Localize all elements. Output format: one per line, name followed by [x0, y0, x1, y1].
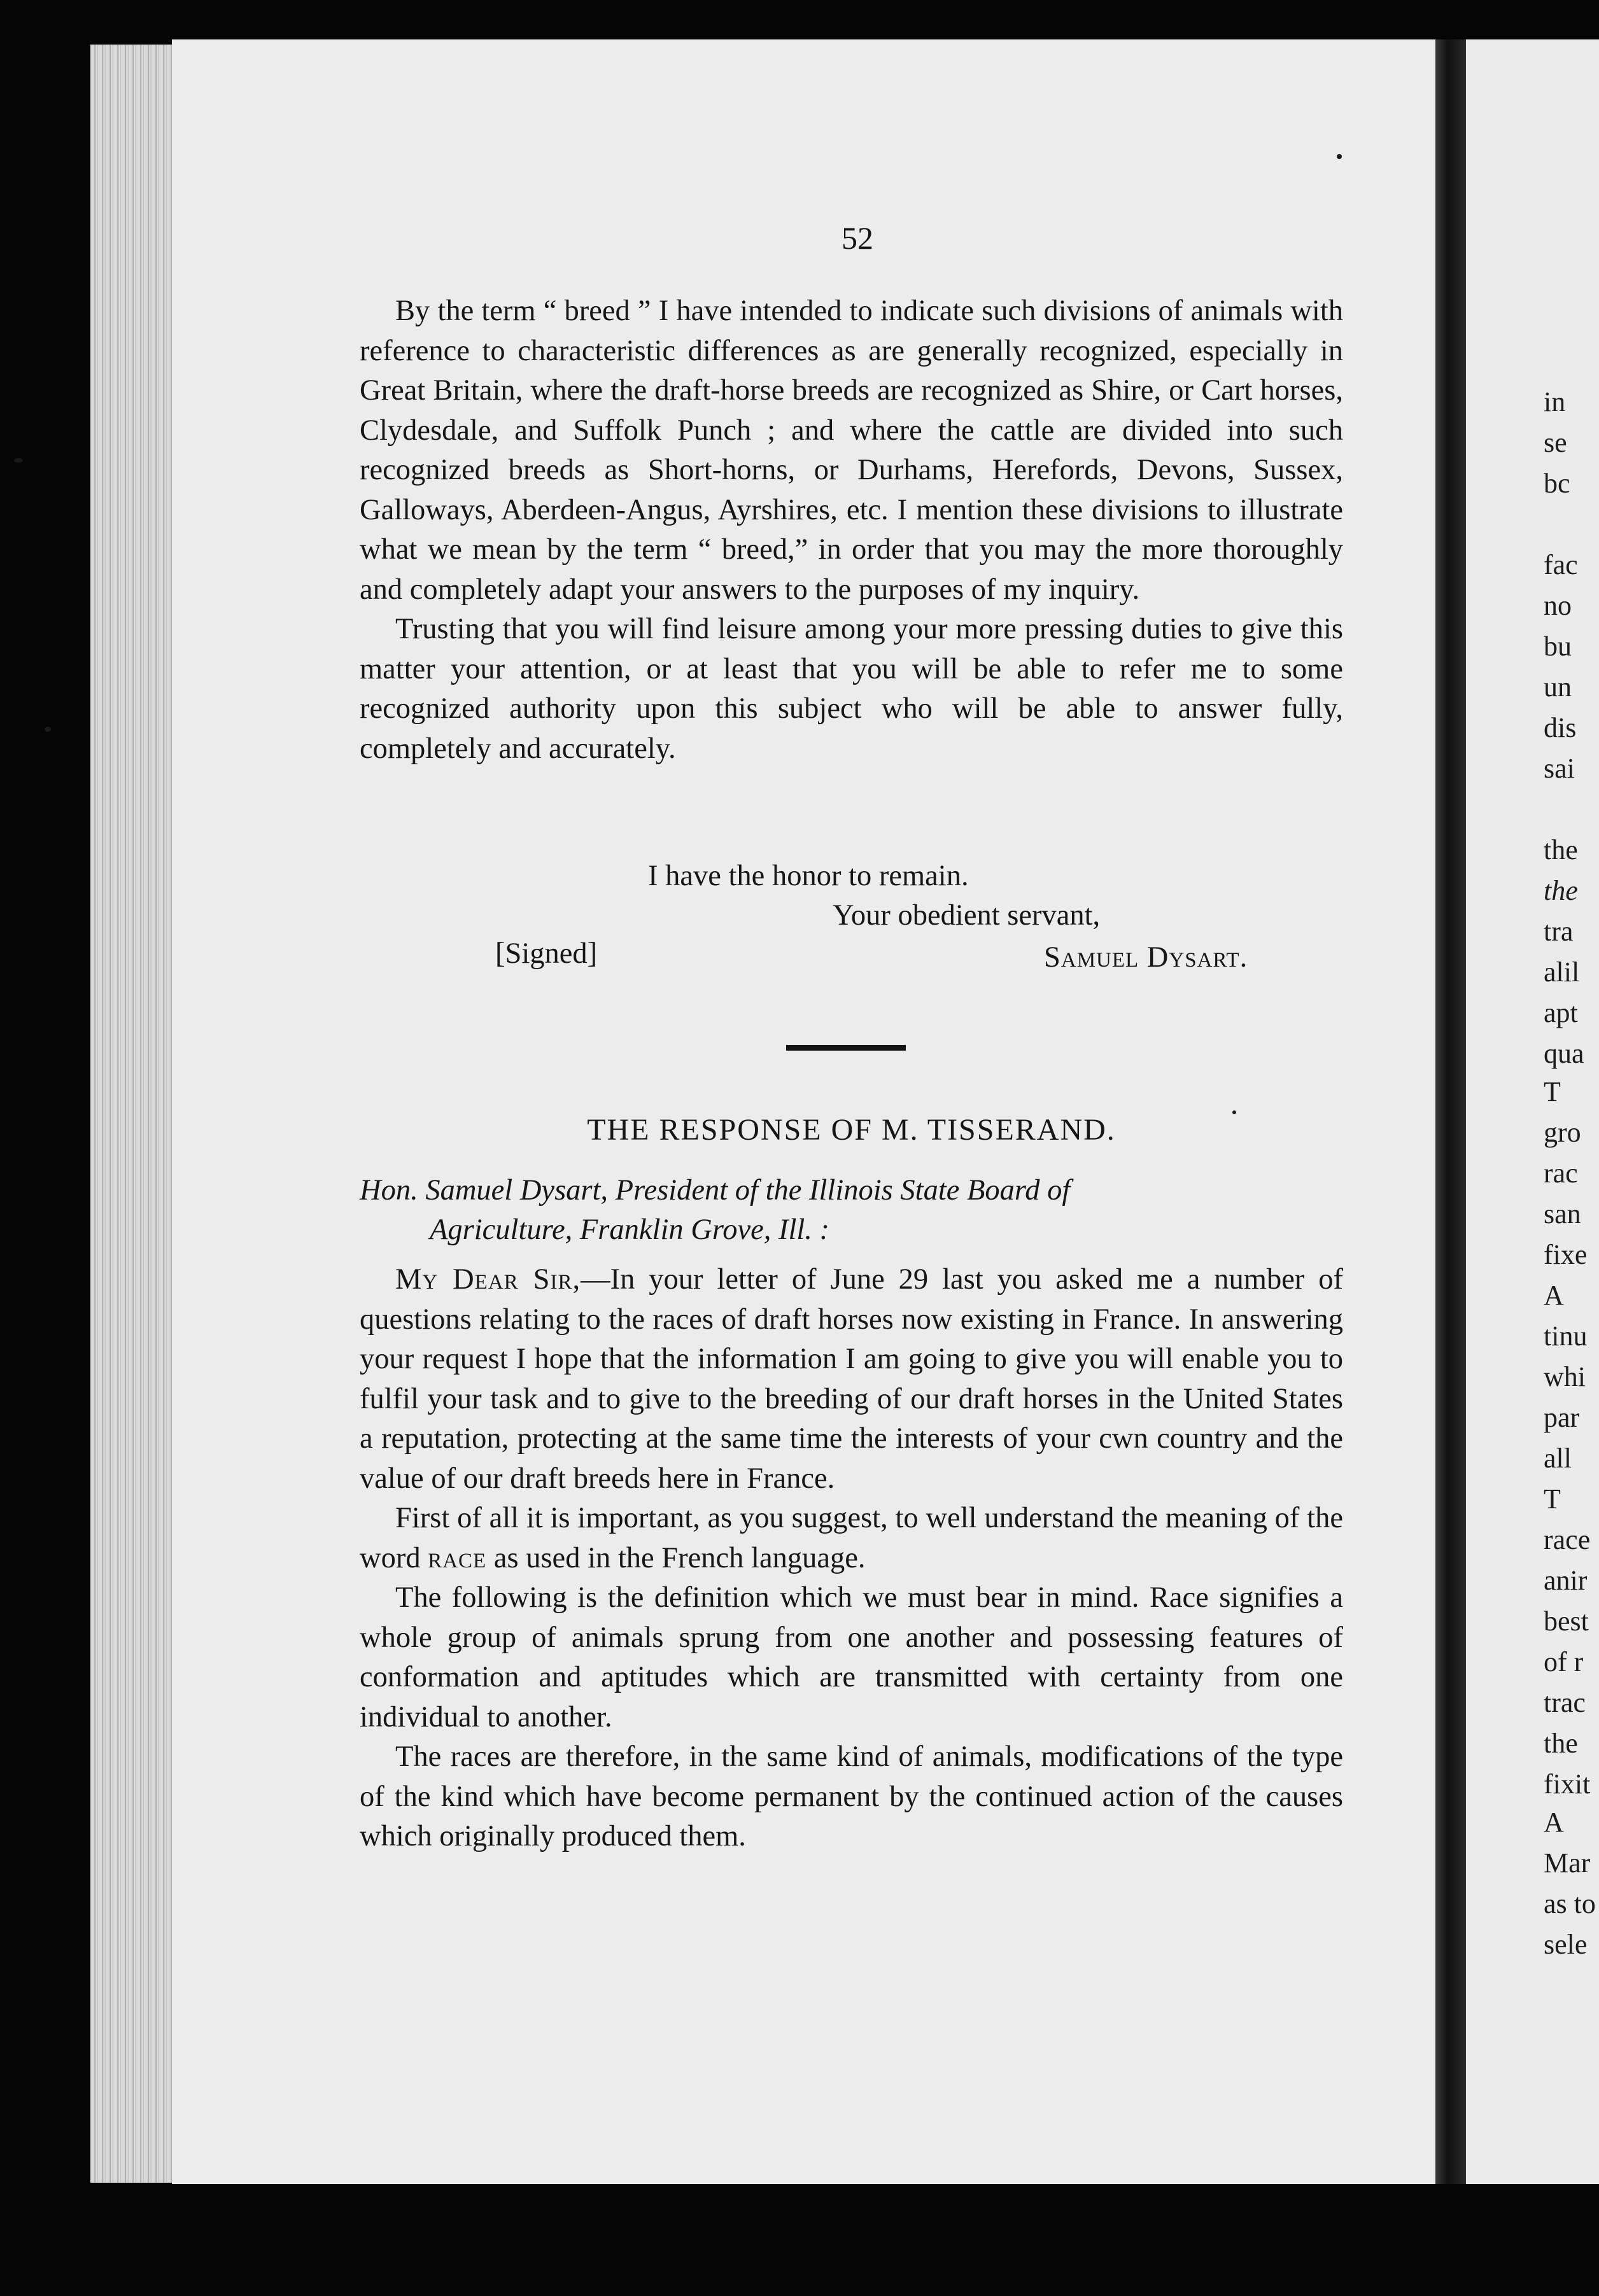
next-page-line-fragment: se — [1544, 427, 1567, 458]
paragraph-text: as used in the French language. — [486, 1541, 866, 1574]
next-page-line-fragment: san — [1544, 1198, 1581, 1229]
response-heading: THE RESPONSE OF M. TISSERAND. — [587, 1113, 1116, 1147]
address-line-2: Agriculture, Franklin Grove, Ill. : — [430, 1214, 830, 1246]
next-page-line-fragment: bu — [1544, 631, 1572, 662]
next-page-line-fragment: dis — [1544, 712, 1577, 743]
letter-paragraph: Trusting that you will find leisure among your more pressing duties to give this matter your attention, or at least that you will be able to refer me to some recognized authority upon this subject who will be able to answer fully, completely and accurately. — [360, 613, 1343, 765]
book-gutter — [1435, 39, 1466, 2184]
next-page-line-fragment: tra — [1544, 916, 1574, 947]
signature: Samuel Dysart. — [1044, 941, 1248, 974]
next-page-line-fragment: A — [1544, 1807, 1564, 1838]
paragraph-text: —In your letter of June 29 last you asked me a number of questions relating to the races of draft horses now existing in France. In answering your request I hope that the information I am going to give you will enable you to fulfil your task and to give to the breeding of our draft horses in the United States a reputation, protecting at the same time the interests of your cwn country and the value of our draft breeds here in France. — [360, 1263, 1343, 1495]
next-page-line-fragment: best — [1544, 1606, 1589, 1637]
race-term: race — [428, 1541, 487, 1574]
next-page-line-fragment: anir — [1544, 1565, 1588, 1596]
next-page-line-fragment: fac — [1544, 549, 1578, 580]
next-page-line-fragment: rac — [1544, 1158, 1578, 1189]
salutation: My Dear Sir, — [395, 1263, 581, 1296]
response-paragraph — [360, 1260, 1343, 1499]
next-page-line-fragment: qua — [1544, 1038, 1584, 1069]
next-page-line-fragment: alil — [1544, 956, 1580, 988]
addressee — [360, 1171, 1343, 1250]
page-number: 52 — [842, 220, 873, 256]
response-paragraph — [360, 1499, 1343, 1578]
response-paragraph: The races are therefore, in the same kind of animals, modifications of the type of the kind which have become permanent by the continued action of the causes which originally produced them. — [360, 1740, 1343, 1852]
next-page-line-fragment: the — [1544, 834, 1578, 865]
paragraph-text: First of all it is important, as you suggest, to well understand the meaning of the word — [360, 1502, 1343, 1574]
next-page-line-fragment: race — [1544, 1524, 1591, 1555]
scan-speck — [45, 727, 51, 732]
next-page-line-fragment: Mar — [1544, 1847, 1591, 1879]
letter-paragraph: By the term “ breed ” I have intended to indicate such divisions of animals with reference to characteristic differences as are generally recognized, especially in Great Britain, where the draft-horse breeds are recognized as Shire, or Cart horses, Clydesdale, and Suffolk Punch ; and where the cattle are divided into such recognized breeds as Short-horns, or Durhams, Herefords, Devons, Sussex, Galloways, Aberdeen-Angus, Ayrshires, etc. I mention these divisions to illustrate what we mean by the term “ breed,” in order that you may the more thoroughly and completely adapt your answers to the purposes of my inquiry. — [360, 295, 1343, 606]
next-page-line-fragment: of r — [1544, 1646, 1584, 1677]
next-page-line-fragment: no — [1544, 590, 1572, 621]
next-page-line-fragment: as to — [1544, 1888, 1596, 1919]
next-page-line-fragment: A — [1544, 1280, 1564, 1311]
next-page-line-fragment: fixe — [1544, 1239, 1588, 1270]
next-page-line-fragment: bc — [1544, 468, 1570, 499]
next-page-line-fragment: sai — [1544, 753, 1575, 784]
paper-speck — [1337, 154, 1342, 159]
next-page-line-fragment: gro — [1544, 1117, 1581, 1148]
signed-label: [Signed] — [495, 937, 598, 970]
response-body — [360, 1260, 1343, 1857]
next-page-line-fragment: tinu — [1544, 1320, 1588, 1352]
next-page-line-fragment: the — [1544, 1728, 1578, 1759]
paper-speck — [1232, 1110, 1236, 1114]
next-page-line-fragment: fixit — [1544, 1768, 1591, 1800]
scan-speck — [14, 458, 23, 463]
next-page-line-fragment: sele — [1544, 1929, 1588, 1960]
next-page-line-fragment: all — [1544, 1443, 1572, 1474]
section-divider — [786, 1045, 906, 1051]
next-page-line-fragment: trac — [1544, 1687, 1586, 1718]
next-page-line-fragment: un — [1544, 671, 1572, 703]
letter-body — [360, 291, 1343, 769]
next-page-line-fragment: T — [1544, 1076, 1561, 1107]
page-stack-edges — [90, 45, 174, 2183]
next-page-line-fragment: T — [1544, 1483, 1561, 1515]
response-paragraph: The following is the definition which we must bear in mind. Race signifies a whole group of animals sprung from one another and possessing features of conformation and aptitudes which are transmitted with certainty from one individual to another. — [360, 1581, 1343, 1733]
next-page-line-fragment: apt — [1544, 997, 1578, 1028]
address-line-1: Hon. Samuel Dysart, President of the Illinois State Board of — [360, 1174, 1071, 1207]
next-page-line-fragment: in — [1544, 386, 1566, 417]
next-page-line-fragment: the — [1544, 875, 1578, 906]
next-page-line-fragment: whi — [1544, 1361, 1586, 1392]
closing-servant: Your obedient servant, — [833, 899, 1101, 932]
closing-remain: I have the honor to remain. — [648, 860, 969, 892]
next-page-edge — [1466, 39, 1599, 2184]
next-page-line-fragment: par — [1544, 1402, 1580, 1433]
